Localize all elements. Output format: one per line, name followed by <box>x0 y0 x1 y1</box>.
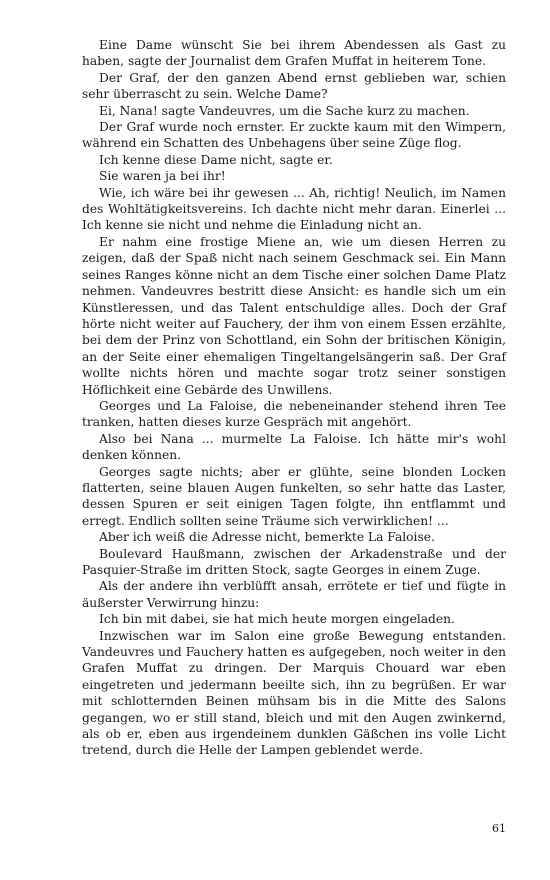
paragraph: Aber ich weiß die Adresse nicht, bemerkte La Faloise. <box>99 530 435 545</box>
paragraph: Georges und La Faloise, die nebeneinander stehend ihren Tee tranken, hatten dieses kurze Gespräch mit angehört. <box>82 398 506 430</box>
paragraph: Der Graf, der den ganzen Abend ernst geblieben war, schien sehr überrascht zu sein. Welche Dame? <box>82 70 506 102</box>
paragraph: Boulevard Haußmann, zwischen der Arkadenstraße und der Pasquier-Straße im dritten Stock, sagte Georges in einem Zuge. <box>82 546 506 577</box>
page-number: 61 <box>492 822 506 835</box>
paragraph: Wie, ich wäre bei ihr gewesen ... Ah, richtig! Neulich, im Namen des Wohltätigkeitsvereins. Ich dachte nicht mehr daran. Einerlei ... Ich kenne sie nicht und nehme die Einladung nicht an. <box>82 185 506 233</box>
paragraph: Sie waren ja bei ihr! <box>99 169 226 184</box>
paragraph: Ei, Nana! sagte Vandeuvres, um die Sache kurz zu machen. <box>99 103 470 118</box>
paragraph: Also bei Nana ... murmelte La Faloise. Ich hätte mir's wohl denken können. <box>82 431 506 463</box>
paragraph: Ich bin mit dabei, sie hat mich heute morgen eingeladen. <box>99 612 455 627</box>
paragraph: Eine Dame wünscht Sie bei ihrem Abendessen als Gast zu haben, sagte der Journalist dem Grafen Muffat in heiterem Tone. <box>82 38 506 69</box>
paragraph: Er nahm eine frostige Miene an, wie um diesen Herren zu zeigen, daß der Spaß nicht nach seinem Geschmack sei. Ein Mann seines Ranges könne nicht an dem Tische einer solchen Dame Platz nehmen. Vandeuvres bestritt diese Ansicht: es handle sich um ein Künstleressen, und das Talent entschuldige alles. Doch der Graf hörte nicht weiter auf Fauchery, der ihm von einem Essen erzählte, bei dem der Prinz von Schottland, ein Sohn der britischen Königin, an der Seite einer ehemaligen Tingeltangelsängerin saß. Der Graf wollte nichts hören und machte sogar trotz seiner sonstigen Höflichkeit eine Gebärde des Unwillens. <box>82 234 506 397</box>
paragraph: Der Graf wurde noch ernster. Er zuckte kaum mit den Wimpern, während ein Schatten des Unbehagens über seine Züge flog. <box>82 120 506 151</box>
paragraph: Georges sagte nichts; aber er glühte, seine blonden Locken flatterten, seine blauen Augen funkelten, so sehr hatte das Laster, dessen Spuren er seit einigen Tagen folgte, ihn entflammt und erregt. Endlich sollten seine Träume sich verwirklichen! ... <box>82 464 506 528</box>
body-text <box>82 37 506 759</box>
paragraph: Als der andere ihn verblüfft ansah, errötete er tief und fügte in äußerster Verwirrung hinzu: <box>82 579 506 610</box>
paragraph: Ich kenne diese Dame nicht, sagte er. <box>99 152 333 167</box>
paragraph: Inzwischen war im Salon eine große Bewegung entstanden. Vandeuvres und Fauchery hatten es aufgegeben, noch weiter in den Grafen Muffat zu dringen. Der Marquis Chouard war eben eingetreten und jedermann beeilte sich, ihn zu begrüßen. Er war mit schlotternden Beinen mühsam bis in die Mitte des Salons gegangen, wo er still stand, bleich und mit den Augen zwinkernd, als ob er, eben aus irgendeinem dunklen Gäßchen ins volle Licht tretend, durch die Helle der Lampen geblendet werde. <box>82 628 506 758</box>
